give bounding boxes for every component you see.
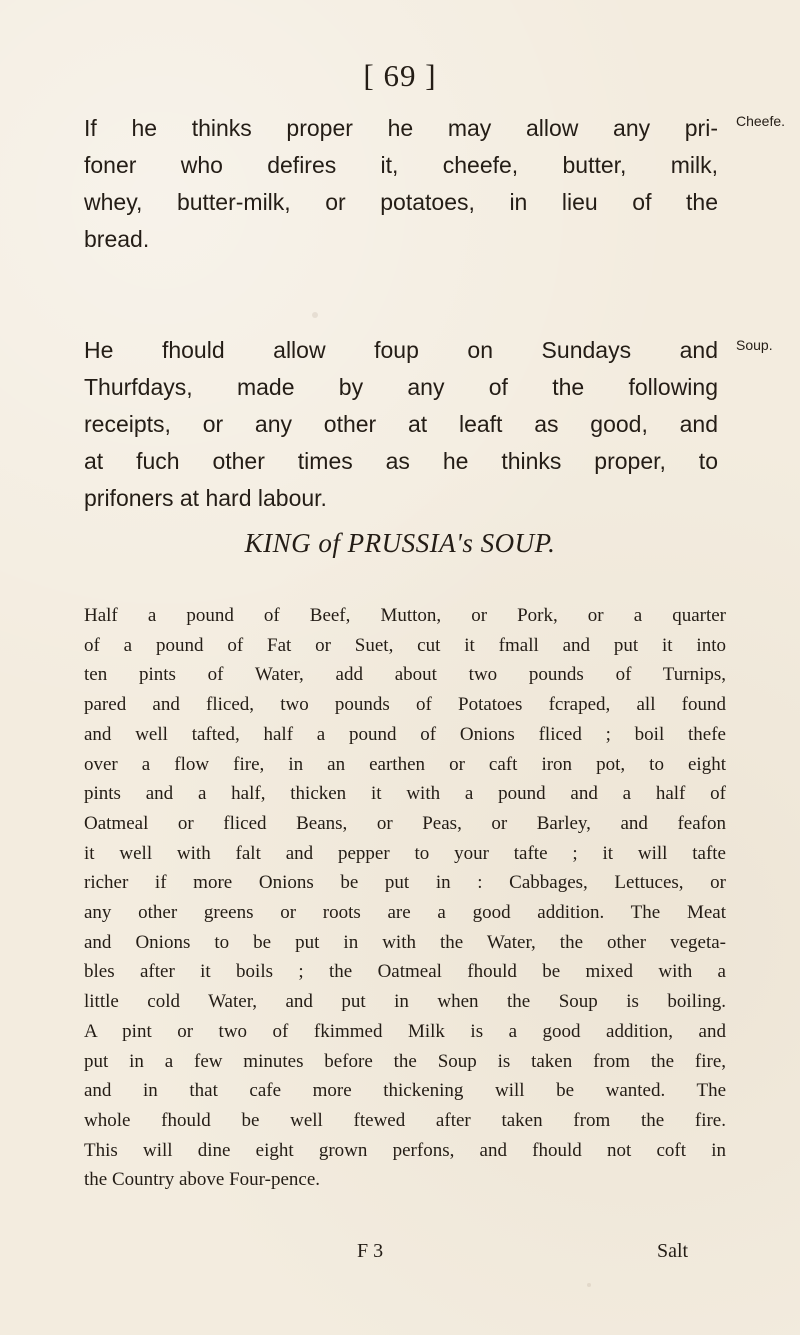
recipe-title: KING of PRUSSIA's SOUP. bbox=[244, 528, 556, 558]
text-line: the Country above Four-pence. bbox=[84, 1169, 320, 1191]
text-line: pints and a half, thicken it with a pound and a half of bbox=[84, 783, 726, 805]
text-line: put in a few minutes before the Soup is taken from the fire, bbox=[84, 1050, 726, 1072]
text-line: whey, butter-milk, or potatoes, in lieu of the bbox=[84, 189, 718, 215]
paragraph-soup bbox=[84, 332, 718, 517]
text-line: Half a pound of Beef, Mutton, or Pork, or a quarter bbox=[84, 605, 726, 626]
text-line: it well with falt and pepper to your tafte ; it will tafte bbox=[84, 842, 726, 864]
paper-spot bbox=[587, 1283, 591, 1287]
text-line: at fuch other times as he thinks proper, to bbox=[84, 448, 718, 474]
text-line: and in that cafe more thickening will be wanted. The bbox=[84, 1080, 726, 1102]
signature-mark: F 3 bbox=[357, 1240, 384, 1262]
page-number: [ 69 ] bbox=[363, 58, 437, 93]
text-line: foner who defires it, cheefe, butter, milk, bbox=[84, 152, 718, 178]
text-line: Oatmeal or fliced Beans, or Peas, or Barley, and feafon bbox=[84, 812, 726, 834]
text-line: He fhould allow foup on Sundays and bbox=[84, 337, 718, 363]
text-line: over a flow fire, in an earthen or caft iron pot, to eight bbox=[84, 753, 726, 775]
recipe-body bbox=[84, 601, 726, 1195]
text-line: This will dine eight grown perfons, and fhould not coft in bbox=[84, 1139, 726, 1161]
text-line: little cold Water, and put in when the Soup is boiling. bbox=[84, 991, 726, 1013]
paper-spot bbox=[312, 312, 318, 318]
text-line: and Onions to be put in with the Water, the other vegeta- bbox=[84, 931, 726, 953]
text-line: bread. bbox=[84, 226, 150, 252]
catchword: Salt bbox=[657, 1240, 689, 1262]
text-line: whole fhould be well ftewed after taken from the fire. bbox=[84, 1109, 726, 1131]
text-line: of a pound of Fat or Suet, cut it fmall and put it into bbox=[84, 634, 726, 656]
text-line: receipts, or any other at leaft as good, and bbox=[84, 411, 718, 437]
text-line: A pint or two of fkimmed Milk is a good addition, and bbox=[84, 1020, 726, 1042]
text-line: Thurfdays, made by any of the following bbox=[84, 374, 718, 400]
text-line: If he thinks proper he may allow any pri- bbox=[84, 115, 718, 141]
text-line: richer if more Onions be put in : Cabbages, Lettuces, or bbox=[84, 872, 726, 894]
margin-note-soup: Soup. bbox=[736, 337, 773, 353]
text-line: any other greens or roots are a good addition. The Meat bbox=[84, 902, 726, 924]
text-line: pared and fliced, two pounds of Potatoes fcraped, all found bbox=[84, 694, 726, 716]
margin-note-cheese: Cheefe. bbox=[736, 113, 786, 129]
paragraph-allowance bbox=[84, 110, 718, 258]
text-line: prifoners at hard labour. bbox=[84, 485, 327, 511]
text-line: bles after it boils ; the Oatmeal fhould be mixed with a bbox=[84, 961, 726, 983]
text-line: and well tafted, half a pound of Onions fliced ; boil thefe bbox=[84, 723, 726, 745]
text-line: ten pints of Water, add about two pounds of Turnips, bbox=[84, 664, 726, 686]
